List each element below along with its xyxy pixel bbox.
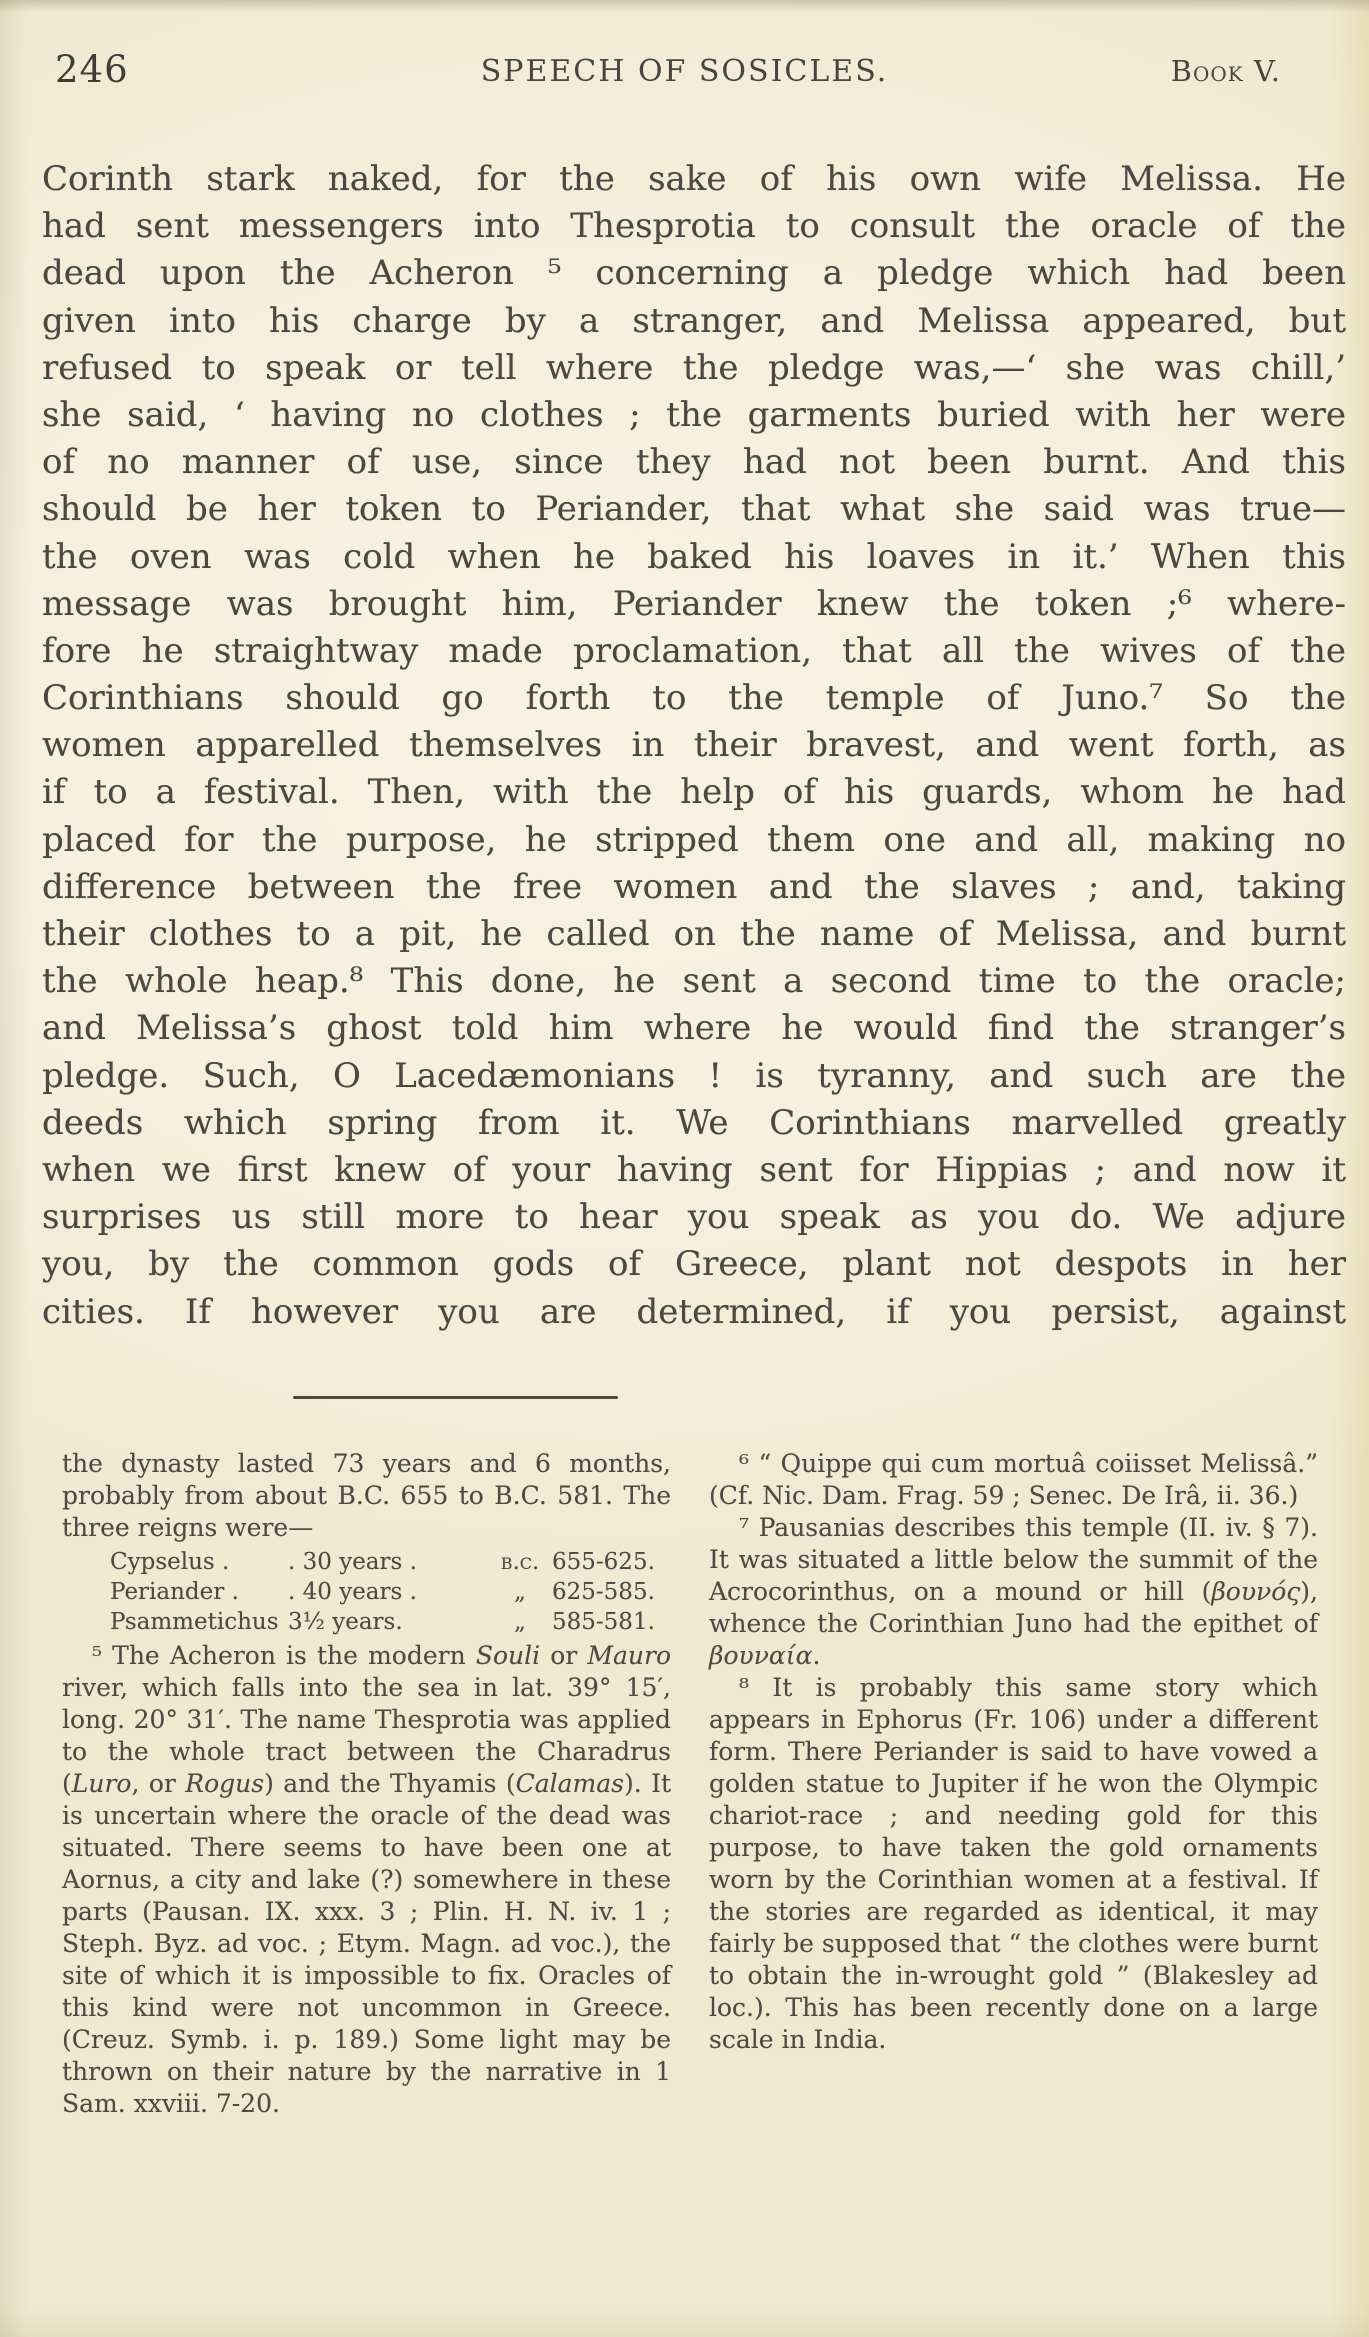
body-line: had sent messengers into Thesprotia to consult the oracle of the (42, 206, 1346, 247)
body-line: should be her token to Periander, that what she said was true— (42, 489, 1346, 530)
reign-dates: 625-585. (552, 1579, 655, 1605)
body-line: placed for the purpose, he stripped them one and all, making no (42, 819, 1346, 860)
body-line: Corinth stark naked, for the sake of his own wife Melissa. He (42, 159, 1346, 199)
reign-name: Psammetichus (110, 1609, 279, 1635)
body-line: surprises us still more to hear you speak as you do. We adjure (42, 1197, 1346, 1238)
body-line: dead upon the Acheron ⁵ concerning a pledge which had been (42, 253, 1346, 294)
body-line: when we first knew of your having sent for Hippias ; and now it (42, 1149, 1346, 1190)
page-number: 246 (55, 48, 129, 91)
body-line: message was brought him, Periander knew the token ;⁶ where- (42, 583, 1346, 624)
footnotes-right-column (709, 1448, 1318, 2120)
body-line: she said, ‘ having no clothes ; the garments buried with her were (42, 394, 1346, 435)
book-label: Book V. (1170, 54, 1281, 88)
reign-term: . 40 years . (288, 1579, 417, 1605)
footnote-divider (293, 1396, 618, 1399)
reign-term: 3½ years. (288, 1609, 403, 1635)
body-line: fore he straightway made proclamation, that all the wives of the (42, 630, 1346, 671)
body-line: and Melissa’s ghost told him where he would find the stranger’s (42, 1008, 1346, 1049)
body-line: pledge. Such, O Lacedæmonians ! is tyranny, and such are the (42, 1055, 1346, 1096)
reign-term: . 30 years . (288, 1549, 417, 1575)
body-line: difference between the free women and the slaves ; and, taking (42, 866, 1346, 907)
running-title: SPEECH OF SOSICLES. (480, 54, 889, 89)
reign-dates: 655-625. (552, 1549, 655, 1575)
reign-era: „ (514, 1609, 526, 1635)
footnote-4-continuation: the dynasty lasted 73 years and 6 months, probably from about B.C. 655 to B.C. 581. The three reigns were— (62, 1449, 671, 1542)
reign-name: Cypselus . (110, 1549, 230, 1575)
body-line: cities. If however you are determined, if you persist, against (42, 1291, 1346, 1332)
body-line: women apparelled themselves in their bravest, and went forth, as (42, 725, 1346, 766)
footnote-6: ⁶ “ Quippe qui cum mortuâ coiisset Melissâ.” (Cf. Nic. Dam. Frag. 59 ; Senec. De Irâ, ii. 36.) (709, 1449, 1318, 1510)
footnotes-left-column (62, 1448, 671, 2120)
reign-era: b.c. (500, 1549, 540, 1575)
body-line: if to a festival. Then, with the help of his guards, whom he had (42, 772, 1346, 813)
body-line: the oven was cold when he baked his loaves in it.’ When this (42, 536, 1346, 577)
footnotes-section (62, 1448, 1318, 2120)
reign-row (110, 1577, 671, 1607)
reign-name: Periander . (110, 1579, 239, 1605)
body-line: their clothes to a pit, he called on the name of Melissa, and burnt (42, 914, 1346, 954)
body-line: the whole heap.⁸ This done, he sent a second time to the oracle; (42, 961, 1346, 1002)
footnote-5: ⁵ The Acheron is the modern Souli or Mauro river, which falls into the sea in lat. 39° 15′, long. 20° 31′. The name Thesprotia was applied to the whole tract between the Charadrus (Luro, or Rogus) and the Thyamis (Calamas). It is uncertain where the oracle of the dead was situated. There seems to have been one at Aornus, a city and lake (?) somewhere in these parts (Pausan. IX. xxx. 3 ; Plin. H. N. iv. 1 ; Steph. Byz. ad voc. ; Etym. Magn. ad voc.), the site of which it is impossible to fix. Oracles of this kind were not uncommon in Greece. (Creuz. Symb. i. p. 189.) Some light may be thrown on their nature by the narrative in 1 Sam. xxviii. 7-20. (62, 1641, 671, 2118)
body-line: refused to speak or tell where the pledge was,—‘ she was chill,’ (42, 347, 1346, 388)
reign-row (110, 1607, 671, 1637)
reign-row (110, 1547, 671, 1577)
body-text (42, 156, 1346, 1336)
body-line: you, by the common gods of Greece, plant not despots in her (42, 1244, 1346, 1285)
reign-dates: 585-581. (552, 1609, 655, 1635)
body-line: of no manner of use, since they had not been burnt. And this (42, 442, 1346, 483)
footnote-7: ⁷ Pausanias describes this temple (II. iv. § 7). It was situated a little below the summit of the Acrocorinthus, on a mound or hill (βουνός), whence the Corinthian Juno had the epithet of βουναία. (709, 1513, 1318, 1670)
body-line: Corinthians should go forth to the temple of Juno.⁷ So the (42, 678, 1346, 719)
reign-table (110, 1547, 671, 1637)
body-line: given into his charge by a stranger, and Melissa appeared, but (42, 300, 1346, 341)
reign-era: „ (514, 1579, 526, 1605)
footnote-8: ⁸ It is probably this same story which appears in Ephorus (Fr. 106) under a different form. There Periander is said to have vowed a golden statue to Jupiter if he won the Olympic chariot-race ; and needing gold for this purpose, to have taken the gold ornaments worn by the Corinthian women at a festival. If the stories are regarded as identical, it may fairly be supposed that “ the clothes were burnt to obtain the in-wrought gold ” (Blakesley ad loc.). This has been recently done on a large scale in India. (709, 1673, 1318, 2054)
body-line: deeds which spring from it. We Corinthians marvelled greatly (42, 1102, 1346, 1143)
